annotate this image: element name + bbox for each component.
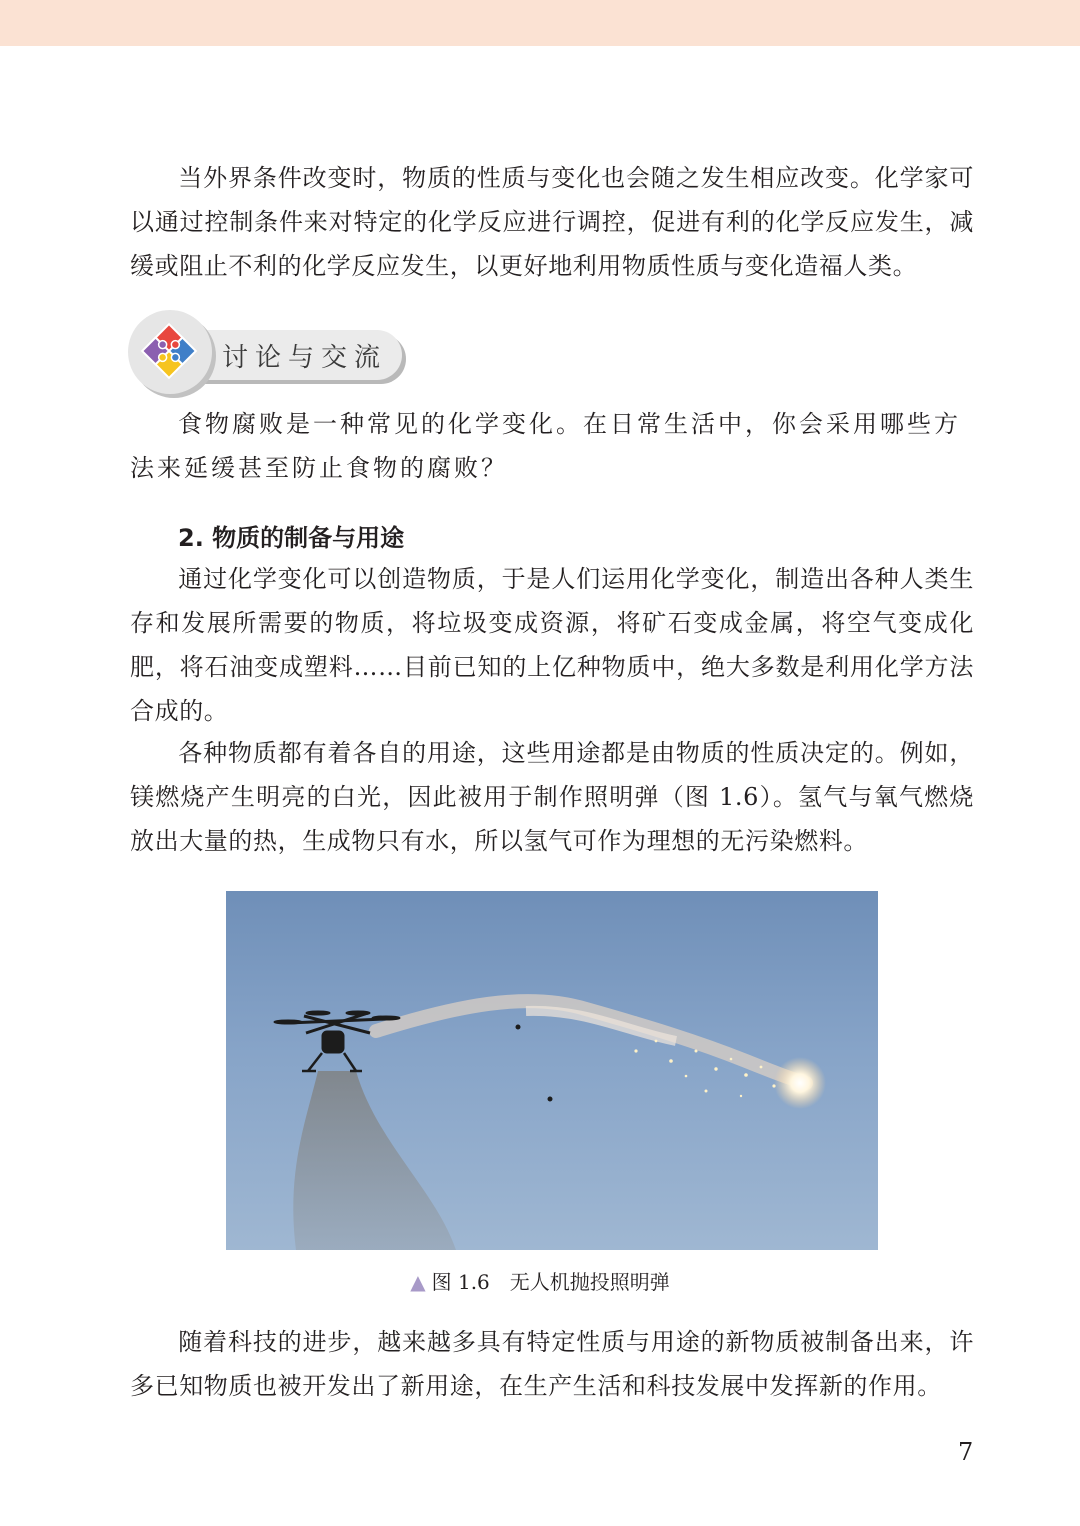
figure-caption-text: 无人机抛投照明弹	[509, 1270, 670, 1294]
page-number: 7	[958, 1438, 974, 1466]
section-heading: 2. 物质的制备与用途	[178, 524, 405, 552]
paragraph-uses: 各种物质都有着各自的用途，这些用途都是由物质的性质决定的。例如，镁燃烧产生明亮的白光，因此被用于制作照明弹（图 1.6）。氢气与氧气燃烧放出大量的热，生成物只有水，所以氢气可作为理想的无污染燃料。	[130, 739, 974, 855]
figure-number: 图 1.6	[431, 1270, 490, 1294]
drone-flare-illustration	[226, 891, 878, 1250]
caption-triangle-icon: ▲	[410, 1270, 426, 1294]
figure-caption	[0, 1266, 1080, 1295]
puzzle-icon	[137, 321, 201, 381]
paragraph-preparation: 通过化学变化可以创造物质，于是人们运用化学变化，制造出各种人类生存和发展所需要的物质，将垃圾变成资源，将矿石变成金属，将空气变成化肥，将石油变成塑料……目前已知的上亿种物质中，绝大多数是利用化学方法合成的。	[130, 565, 974, 725]
discussion-question: 食物腐败是一种常见的化学变化。在日常生活中，你会采用哪些方法来延缓甚至防止食物的腐败？	[130, 410, 961, 482]
page-header-band	[0, 0, 1080, 46]
figure-drone-photo	[226, 891, 878, 1250]
paragraph-new-materials: 随着科技的进步，越来越多具有特定性质与用途的新物质被制备出来，许多已知物质也被开发出了新用途，在生产生活和科技发展中发挥新的作用。	[130, 1328, 974, 1400]
discussion-badge	[128, 310, 408, 390]
discussion-title: 讨论与交流	[222, 343, 388, 373]
paragraph-conditions: 当外界条件改变时，物质的性质与变化也会随之发生相应改变。化学家可以通过控制条件来对特定的化学反应进行调控，促进有利的化学反应发生，减缓或阻止不利的化学反应发生，以更好地利用物质性质与变化造福人类。	[130, 164, 974, 280]
